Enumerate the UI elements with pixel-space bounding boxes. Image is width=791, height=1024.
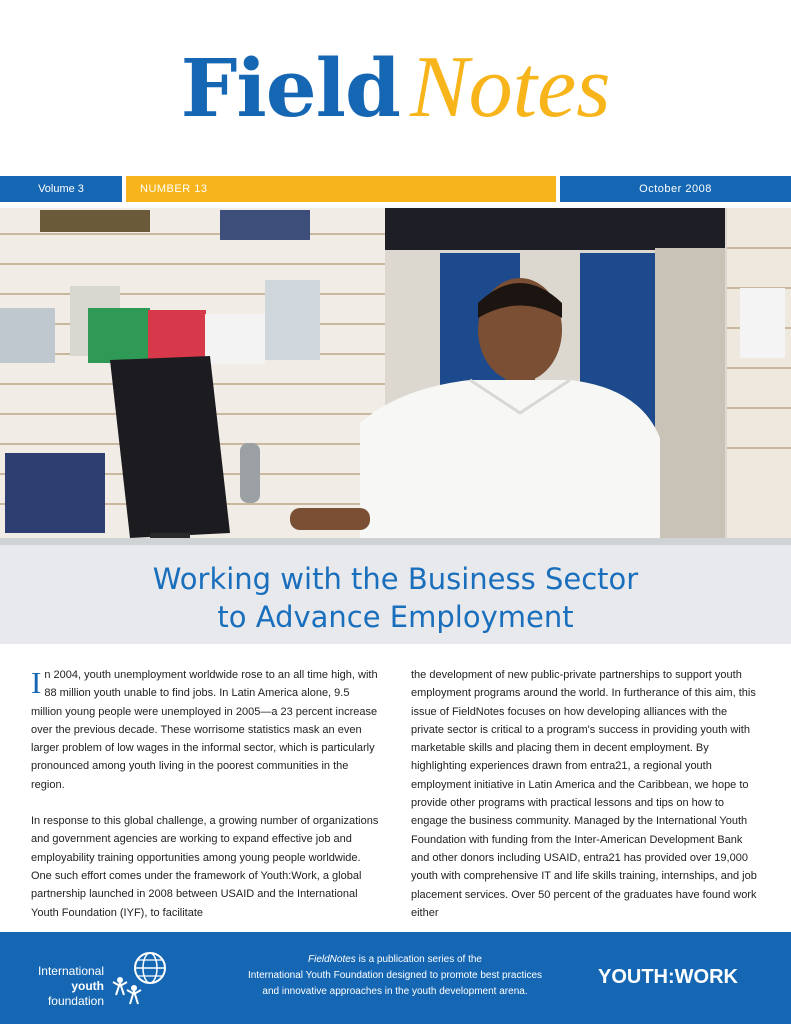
footer-blurb [210, 952, 580, 1000]
iyf-logo-text [30, 964, 104, 1009]
globe-figures-icon [110, 950, 172, 1012]
issue-number: NUMBER 13 [126, 176, 556, 202]
logo-field-text: Field [180, 41, 400, 135]
youth-work-logo: YOUTH:WORK [598, 966, 738, 988]
masthead [0, 0, 791, 172]
iyf-line-3: foundation [47, 994, 104, 1008]
article-column-right [411, 666, 763, 940]
footer [0, 932, 791, 1024]
drop-cap: I [31, 665, 42, 700]
blurb-line-3: and innovative approaches in the youth development arena. [262, 986, 528, 997]
logo-notes-text: Notes [409, 39, 611, 136]
issue-date: October 2008 [560, 176, 791, 202]
iyf-line-1: International [37, 964, 104, 978]
blurb-line-2: International Youth Foundation designed to promote best practices [247, 970, 543, 981]
blurb-publication-name: FieldNotes [308, 954, 356, 965]
fieldnotes-logo [0, 40, 791, 137]
paragraph: the development of new public-private partnerships to support youth employment programs around the world. In furtherance of this aim, this issue of FieldNotes focuses on how developing alliances with the private sector is critical to a program's success in providing youth with marketable skills and placing them in decent employment. By highlighting experiences drawn from entra21, a regional youth employment initiative in Latin America and the Caribbean, we hope to provide other programs with practical lessons and tips on how to engage the business community. Managed by the International Youth Foundation with funding from the Inter-American Development Bank and other donors including USAID, entra21 has provided over 19,000 youth with comprehensive IT and life skills training, internships, and job placement services. Over 50 percent of the graduates have found work either [411, 669, 757, 919]
issue-info-bar [0, 174, 791, 204]
headline-line-2: to Advance Employment [217, 600, 574, 634]
paragraph [31, 666, 383, 794]
article-headline [0, 560, 791, 636]
blurb-line-1: is a publication series of the [355, 954, 482, 965]
article-column-left [31, 666, 383, 940]
iyf-logo [30, 950, 180, 1012]
paragraph-text: n 2004, youth unemployment worldwide rose to an all time high, with 88 million youth unable to find jobs. In Latin America alone, 9.5 million young people were unemployed in 2005—a 23 percent increase over the previous decade. These worrisome statistics mask an even larger problem of low wages in the informal sector, which is particularly pronounced among youth living in the poorest communities in the region. [31, 669, 378, 791]
hero-photo [0, 208, 791, 644]
headline-line-1: Working with the Business Sector [152, 562, 639, 596]
iyf-line-2: youth [71, 979, 104, 993]
volume-label: Volume 3 [0, 176, 122, 202]
paragraph: In response to this global challenge, a growing number of organizations and government agencies are working to expand effective job and employability training opportunities among young people worldwide. One such effort comes under the framework of Youth:Work, a global partnership launched in 2008 between USAID and the International Youth Foundation (IYF), to facilitate [31, 815, 379, 919]
